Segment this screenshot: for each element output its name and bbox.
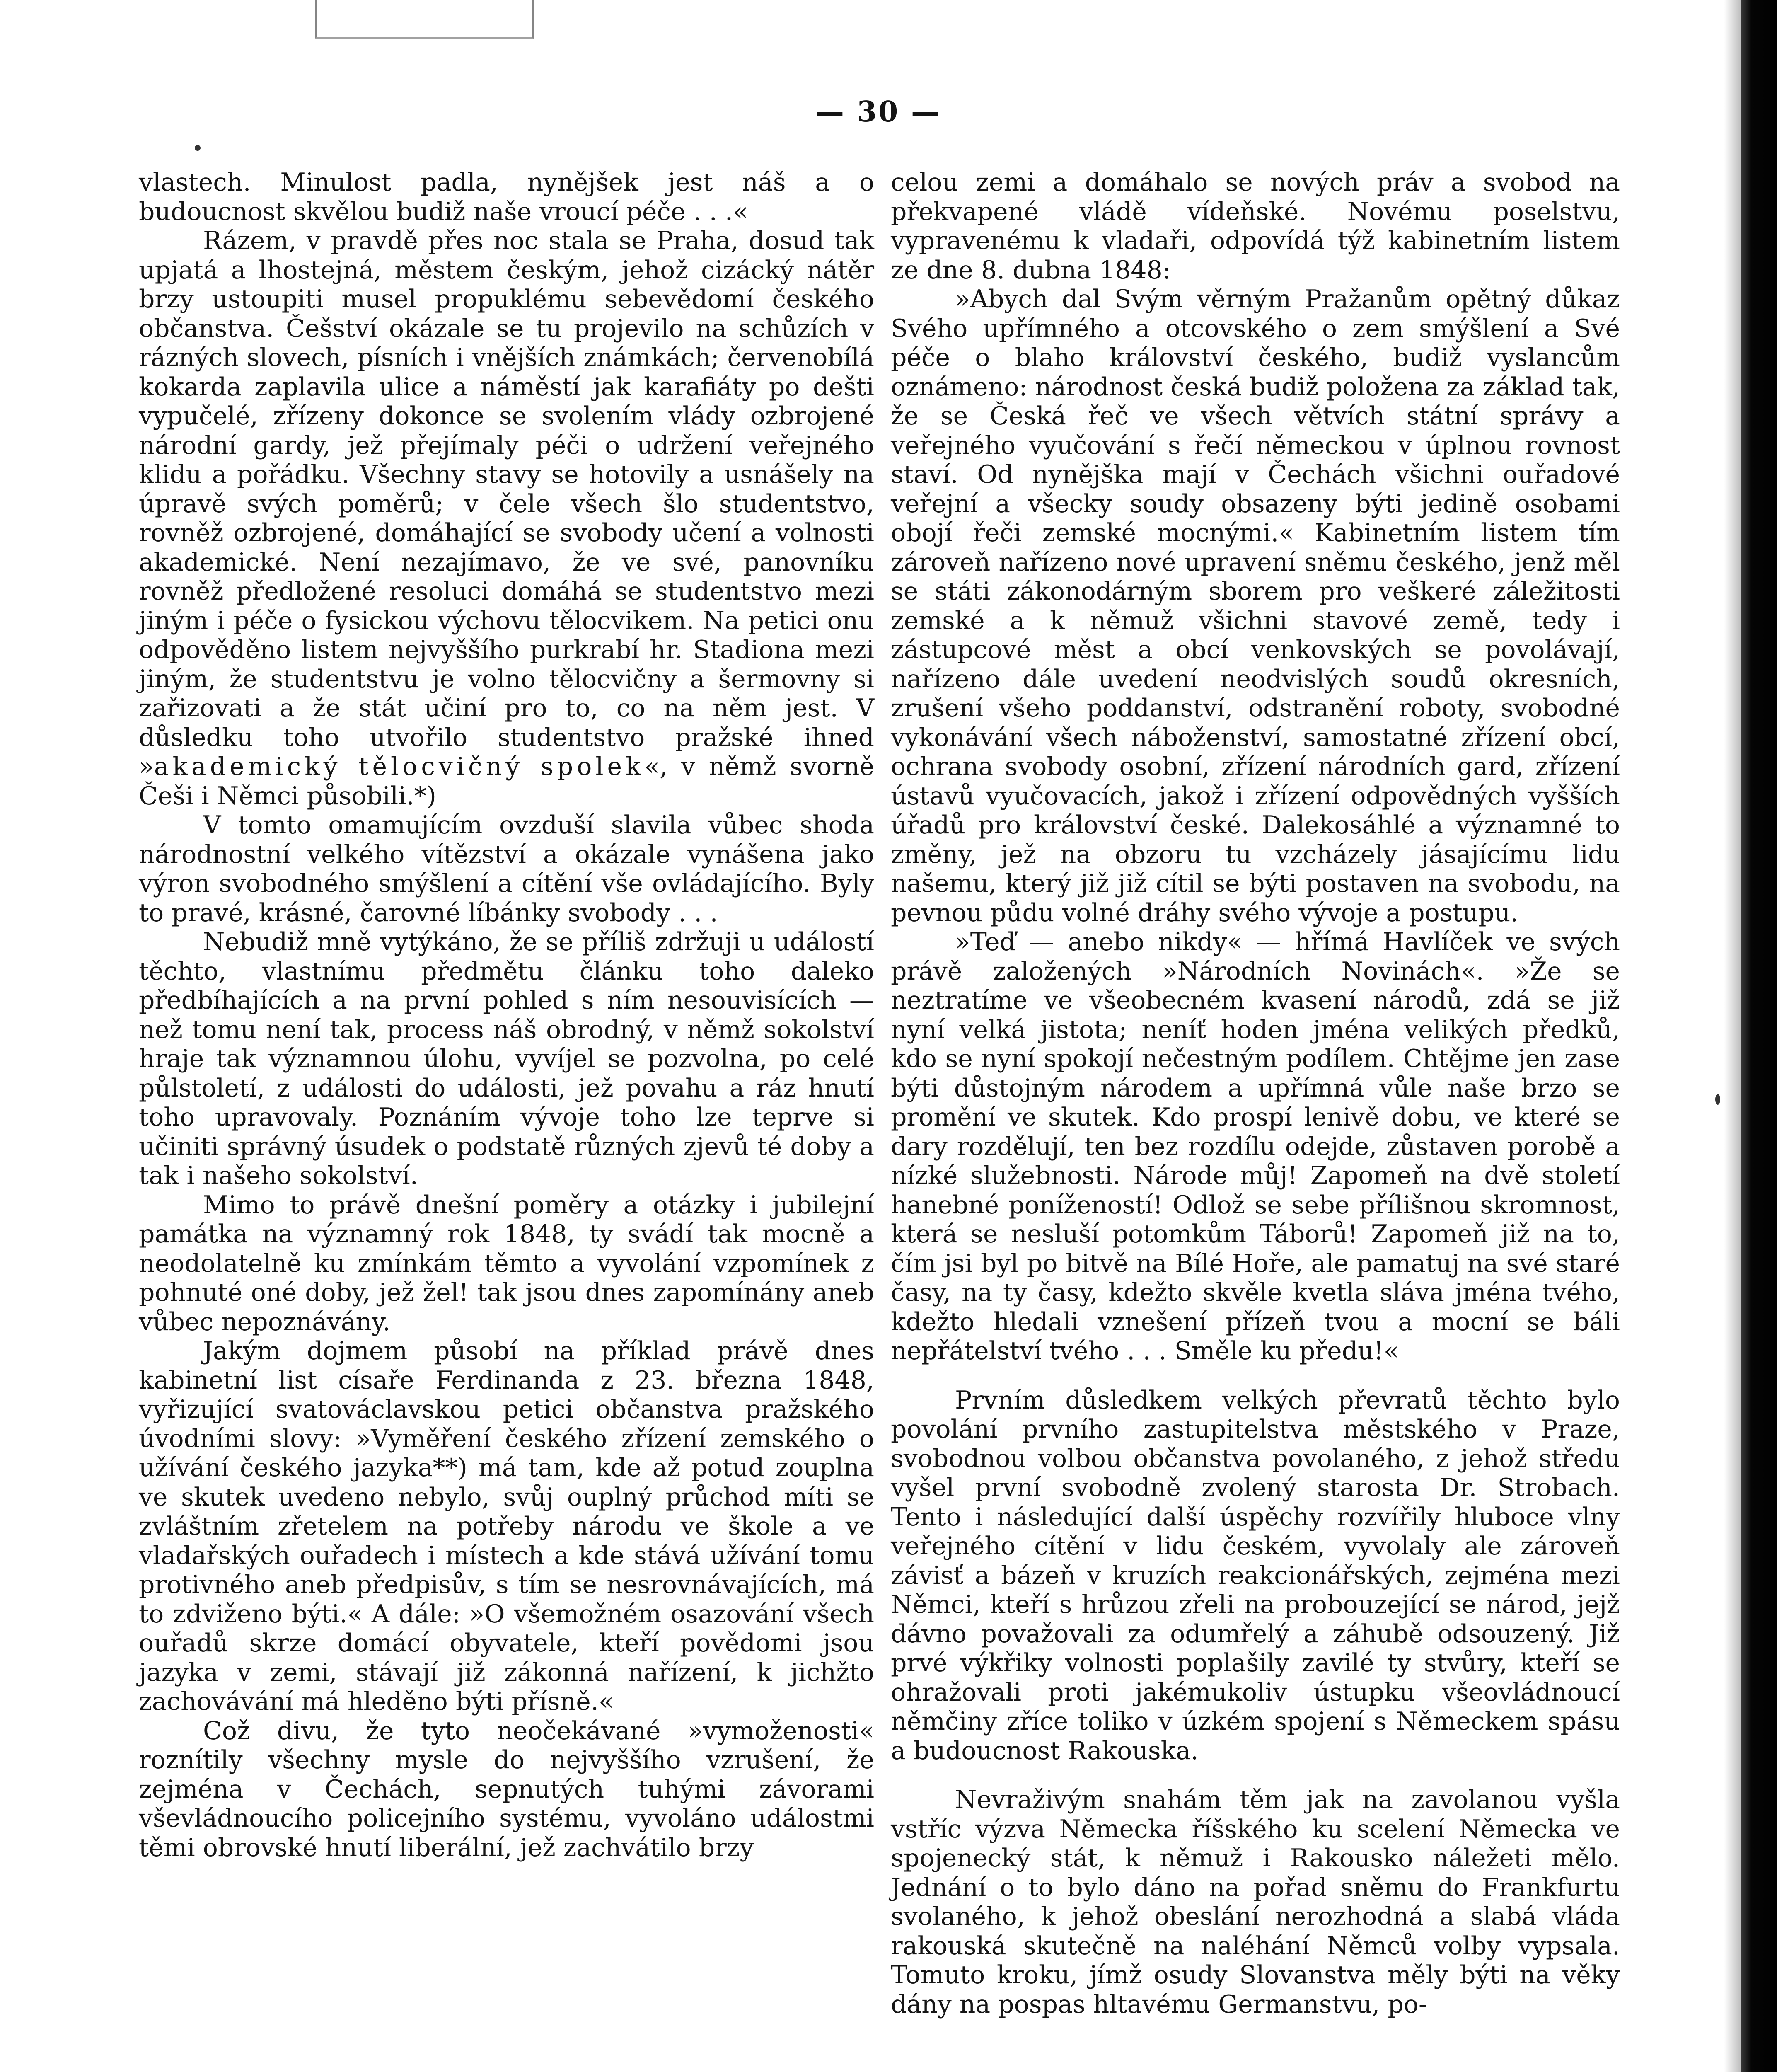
paragraph: Nevraživým snahám těm jak na zavolanou vyšla vstříc výzva Německa říšského ku scelení Německa ve spojenecký stát, k němuž i Rakousko náležeti mělo. Jednání o to bylo dáno na pořad sněmu do Frankfurtu svolaného, k jehož obeslání nerozhodná a slabá vláda rakouská skutečně na naléhání Němců volby vypsala. Tomuto kroku, jímž osudy Slovanstva měly býti na věky dány na pospas hltavému Germanstvu, po- — [891, 1785, 1620, 2019]
paragraph: celou zemi a domáhalo se nových práv a svobod na překvapené vládě vídeňské. Novému poselstvu, vypravenému k vladaři, odpovídá týž kabinetním listem ze dne 8. dubna 1848: — [891, 168, 1620, 285]
paragraph: Což divu, že tyto neočekávané »vymoženosti« roznítily všechny mysle do nejvyššího vzrušení, že zejména v Čechách, sepnutých tuhými závorami vševládnoucího policejního systému, vyvoláno událostmi těmi obrovské hnutí liberální, jež zachvátilo brzy — [139, 1716, 874, 1862]
paragraph: V tomto omamujícím ovzduší slavila vůbec shoda národnostní velkého vítězství a okázale vynášena jako výron svobodného smýšlení a cítění vše ovládajícího. Byly to pravé, krásné, čarovné líbánky svobody . . . — [139, 811, 874, 927]
spaced-emphasis: akademický tělocvičný spolek — [154, 752, 645, 781]
paragraph: Mimo to právě dnešní poměry a otázky i jubilejní památka na významný rok 1848, ty svádí tak mocně a neodolatelně ku zmínkám těmto a vyvolání vzpomínek z pohnuté oné doby, jež žel! tak jsou dnes zapomínány aneb vůbec nepoznávány. — [139, 1190, 874, 1336]
scan-edge-shadow — [1724, 0, 1741, 2072]
paragraph: »Teď — anebo nikdy« — hřímá Havlíček ve svých právě založených »Národních Novinách«. »Že se neztratíme ve všeobecném kvasení národů, zdá se již nyní velká jistota; neníť hoden jména velikých předků, kdo se nyní spokojí nečestným podílem. Chtějme jen zase býti důstojným národem a upřímná vůle naše brzo se promění ve skutek. Kdo prospí lenivě dobu, ve které se dary rozdělují, ten bez rozdílu odejde, zůstaven porobě a nízké služebnosti. Národe můj! Zapomeň na dvě století hanebné ponížeností! Odlož se sebe přílišnou skromnost, která se nesluší potomkům Táborů! Zapomeň již na to, čím jsi byl po bitvě na Bílé Hoře, ale pamatuj na své staré časy, na ty časy, kdežto skvěle kvetla sláva jména tvého, kdežto hledali vznešení přízeň tvou a mocní se báli nepřátelství tvého . . . Směle ku předu!« — [891, 927, 1620, 1365]
paragraph: Nebudiž mně vytýkáno, že se příliš zdržuji u událostí těchto, vlastnímu předmětu článku toho daleko předbíhajících a na první pohled s ním nesouvisících — než tomu není tak, process náš obrodný, v němž sokolství hraje tak významnou úlohu, vyvíjel se pozvolna, po celé půlstoletí, z události do události, jež povahu a ráz hnutí toho upravovaly. Poznáním vývoje toho lze teprve si učiniti správný úsudek o podstatě různých zjevů té doby a tak i našeho sokolství. — [139, 927, 874, 1190]
text-column-left — [139, 168, 874, 1862]
binding-tab-mark — [315, 0, 534, 39]
paragraph: Prvním důsledkem velkých převratů těchto bylo povolání prvního zastupitelstva městského v Praze, svobodnou volbou občanstva povolaného, z jehož středu vyšel první svobodně zvolený starosta Dr. Strobach. Tento i následující další úspěchy rozvířily hluboce vlny veřejného cítění v lidu českém, vyvolaly ale zároveň závisť a bázeň v kruzích reakcionářských, zejména mezi Němci, kteří s hrůzou zřeli na probouzející se národ, jejž dávno považovali za odumřelý a záhubě odsouzený. Již prvé výkřiky volnosti poplašily zavilé ty stvůry, kteří se ohražovali proti jakémukoliv ústupku všeovládnoucí němčiny zříce toliko v úzkém spojení s Německem spásu a budoucnost Rakouska. — [891, 1385, 1620, 1765]
paragraph: Jakým dojmem působí na příklad právě dnes kabinetní list císaře Ferdinanda z 23. března 1848, vyřizující svatováclavskou petici občanstva pražského úvodními slovy: »Vyměření českého zřízení zemského o užívání českého jazyka**) má tam, kde až potud zouplna ve skutek uvedeno nebylo, svůj ouplný průchod míti se zvláštním zřetelem na potřeby národu ve škole a ve vladařských ouřadech i místech a kde stává užívání tomu protivného aneb předpisův, s tím se nesrovnávajících, má to zdviženo býti.« A dále: »O všemožném osazování všech ouřadů skrze domácí obyvatele, kteří povědomi jsou jazyka v zemi, stávají již zákonná nařízení, k jichžto zachovávání má hleděno býti přísně.« — [139, 1336, 874, 1716]
paragraph: vlastech. Minulost padla, nynějšek jest náš a o budoucnost skvělou budiž naše vroucí péče . . .« — [139, 168, 874, 226]
page-number: — 30 — — [816, 95, 941, 128]
paragraph: Rázem, v pravdě přes noc stala se Praha, dosud tak upjatá a lhostejná, městem českým, jehož cizácký nátěr brzy ustoupiti musel propuklému sebevědomí českého občanstva. Češství okázale se tu projevilo na schůzích v rázných slovech, písních i vnějších známkách; červenobílá kokarda zaplavila ulice a náměstí jak karafiáty po dešti vypučelé, zřízeny dokonce se svolením vlády ozbrojené národní gardy, jež přejímaly péči o udržení veřejného klidu a pořádku. Všechny stavy se hotovily a usnášely na úpravě svých poměrů; v čele všech šlo studentstvo, rovněž ozbrojené, domáhající se svobody učení a volnosti akademické. Není nezajímavo, že ve své, panovníku rovněž předložené resoluci domáhá se studentstvo mezi jiným i péče o fysickou výchovu tělocvikem. Na petici onu odpověděno listem nejvyššího purkrabí hr. Stadiona mezi jiným, že studentstvu je volno tělocvičny a šermovny si zařizovati a že stát učiní pro to, co na něm jest. V důsledku toho utvořilo studentstvo pražské ihned »akademický tělocvičný spolek«, v němž svorně Češi i Němci působili.*) — [139, 226, 874, 811]
text-column-right — [891, 168, 1620, 2019]
scan-speck — [1715, 1094, 1720, 1105]
paragraph: »Abych dal Svým věrným Pražanům opětný důkaz Svého upřímného a otcovského o zem smýšlení a Své péče o blaho království českého, budiž vyslancům oznámeno: národnost česká budiž položena za základ tak, že se Česká řeč ve všech větvích státní správy a veřejného vyučování s řečí německou v úplnou rovnost staví. Od nynějška mají v Čechách všichni ouřadové veřejní a všecky soudy obsazeny býti jedině osobami obojí řeči zemské mocnými.« Kabinetním listem tím zároveň nařízeno nové upravení sněmu českého, jenž měl se státi zákonodárným sborem pro veškeré záležitosti zemské a k němuž všichni stavové země, tedy i zástupcové měst a obcí venkovských se povolávají, nařízeno dále uvedení neodvislých soudů okresních, zrušení všeho poddanství, odstranění roboty, svobodné vykonávání všech náboženství, samostatné zřízení obcí, ochrana svobody osobní, zřízení národních gard, zřízení ústavů vyučovacích, jakož i zřízení odpovědných vyšších úřadů pro království české. Dalekosáhlé a významné to změny, jež na obzoru tu vzcházely jásajícímu lidu našemu, který již již cítil se býti postaven na svobodu, na pevnou půdu volné dráhy svého vývoje a postupu. — [891, 285, 1620, 927]
scan-dark-edge — [1741, 0, 1777, 2072]
scan-speck — [195, 145, 201, 151]
